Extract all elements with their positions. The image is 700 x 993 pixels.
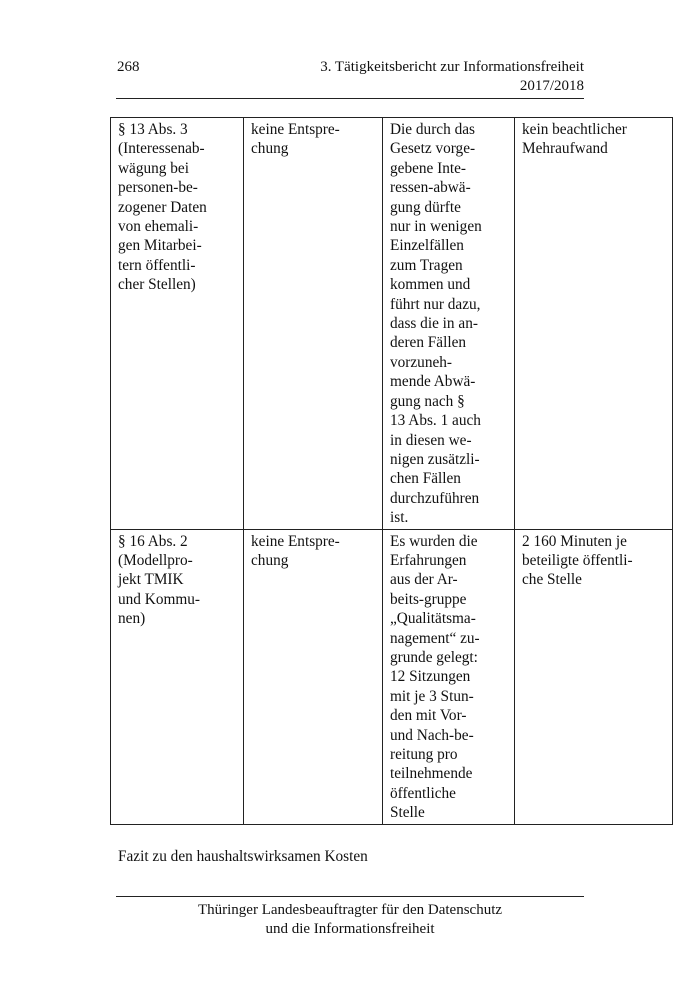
cell-text-line: nen) xyxy=(118,610,146,628)
cost-table-body xyxy=(111,118,673,825)
cell-text-line: Es wurden die xyxy=(390,532,478,550)
cell-text-line: Erfahrungen xyxy=(390,551,467,569)
cell-text-line: kein beachtlicher xyxy=(522,121,627,138)
cell-text-line: reitung pro xyxy=(390,746,458,763)
cell-text-line: durchzuführen xyxy=(390,489,480,507)
cell-text-line: in diesen we- xyxy=(390,431,472,449)
cell-text-line: § 13 Abs. 3 xyxy=(118,121,188,138)
cell-text-line: 12 Sitzungen xyxy=(390,668,471,686)
page-footer xyxy=(116,901,584,939)
cell-text-line: beits-gruppe xyxy=(390,590,467,608)
cell-text-line: teilnehmende xyxy=(390,765,473,783)
table-cell-col1 xyxy=(111,118,244,530)
cell-text-line: (Interessenab- xyxy=(118,140,205,158)
table-cell-col4 xyxy=(515,529,673,824)
cell-text-line: von ehemali- xyxy=(118,218,199,236)
cell-text-line: zogener Daten xyxy=(118,198,207,216)
cell-text-line: deren Fällen xyxy=(390,334,467,352)
cell-text-line: führt nur dazu, xyxy=(390,295,481,313)
cell-text-line: (Modellpro- xyxy=(118,551,193,569)
cell-text-line: wägung bei xyxy=(118,159,189,177)
cell-text-line: und Kommu- xyxy=(118,590,201,608)
table-cell-col3 xyxy=(383,118,515,530)
cell-text-line: nigen zusätzli- xyxy=(390,450,480,468)
cell-text-line: kommen und xyxy=(390,276,471,294)
cell-text-line: jekt TMIK xyxy=(118,571,184,589)
cell-text-line: chung xyxy=(251,140,289,158)
table-cell-col1 xyxy=(111,529,244,824)
cell-text-line: 2 160 Minuten je xyxy=(522,532,627,550)
table-cell-col2 xyxy=(244,529,383,824)
cell-text-line: gebene Inte- xyxy=(390,159,467,177)
cell-text-line: Gesetz vorge- xyxy=(390,140,476,158)
cell-text-line: chen Fällen xyxy=(390,470,461,488)
cell-text-line: cher Stellen) xyxy=(118,276,196,294)
cell-text-line: dass die in an- xyxy=(390,315,478,333)
cell-text-line: ist. xyxy=(390,509,409,527)
cell-text-line: keine Entspre- xyxy=(251,121,340,138)
cell-text-line: „Qualitätsma- xyxy=(390,610,476,628)
header-title-line: 3. Tätigkeitsbericht zur Informationsfreiheit xyxy=(320,59,584,75)
cell-text-line: zum Tragen xyxy=(390,256,463,274)
header-title xyxy=(320,58,584,96)
cell-text-line: mit je 3 Stun- xyxy=(390,687,474,705)
cost-table xyxy=(110,117,673,825)
cell-text-line: Einzelfällen xyxy=(390,237,464,255)
cell-text-line: Mehraufwand xyxy=(522,140,608,158)
table-row xyxy=(111,118,673,530)
cell-text-line: gung nach § xyxy=(390,392,465,410)
cell-text-line: gung dürfte xyxy=(390,198,461,216)
page-number: 268 xyxy=(117,59,140,75)
cell-text-line: und Nach-be- xyxy=(390,726,474,744)
cell-text-line: keine Entspre- xyxy=(251,532,340,550)
table-cell-col2 xyxy=(244,118,383,530)
header-title-line: 2017/2018 xyxy=(519,78,584,94)
cell-text-line: che Stelle xyxy=(522,571,582,589)
cell-text-line: nur in wenigen xyxy=(390,218,482,236)
cell-text-line: Stelle xyxy=(390,804,425,822)
footer-line: und die Informationsfreiheit xyxy=(265,921,435,937)
cell-text-line: den mit Vor- xyxy=(390,707,467,725)
cell-text-line: personen-be- xyxy=(118,179,198,197)
footer-line: Thüringer Landesbeauftragter für den Datenschutz xyxy=(197,902,503,918)
cell-text-line: öffentliche xyxy=(390,784,456,802)
table-cell-col3 xyxy=(383,529,515,824)
cell-text-line: chung xyxy=(251,551,289,569)
cell-text-line: vorzuneh- xyxy=(390,353,453,371)
table-cell-col4 xyxy=(515,118,673,530)
footer-divider xyxy=(116,896,584,897)
cell-text-line: grunde gelegt: xyxy=(390,648,478,666)
header-divider xyxy=(116,98,584,99)
cell-text-line: tern öffentli- xyxy=(118,256,196,274)
cell-text-line: 13 Abs. 1 auch xyxy=(390,412,481,430)
cell-text-line: beteiligte öffentli- xyxy=(522,551,633,569)
cell-text-line: Die durch das xyxy=(390,121,475,138)
cell-text-line: nagement“ zu- xyxy=(390,629,480,647)
table-row xyxy=(111,529,673,824)
cell-text-line: § 16 Abs. 2 xyxy=(118,532,188,550)
cell-text-line: gen Mitarbei- xyxy=(118,237,202,255)
section-heading: Fazit zu den haushaltswirksamen Kosten xyxy=(118,848,368,865)
cell-text-line: ressen-abwä- xyxy=(390,179,471,197)
cell-text-line: mende Abwä- xyxy=(390,373,476,391)
cell-text-line: aus der Ar- xyxy=(390,571,458,589)
